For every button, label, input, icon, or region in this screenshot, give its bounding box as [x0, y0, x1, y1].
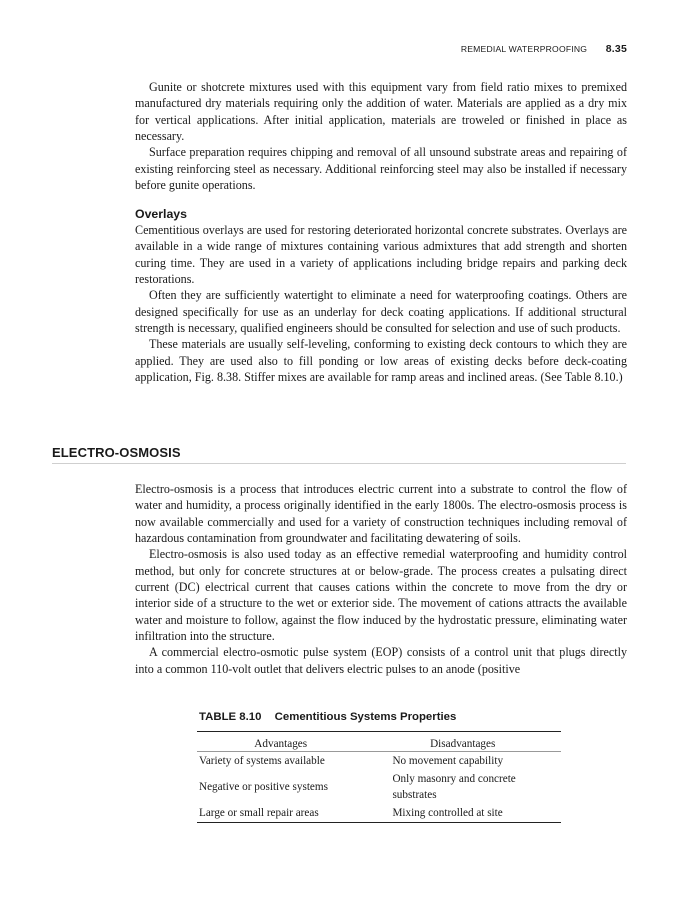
table-cell: No movement capability: [392, 755, 504, 767]
electro-osmosis-body: [135, 481, 627, 677]
table-caption: [199, 711, 456, 723]
paragraph: Electro-osmosis is a process that introduces electric current into a substrate to control the flow of water and humidity, a process originally identified in the early 1800s. The electro-osmosis process is now available commercially and used for a variety of construction techniques including removal of hazardous contamination from groundwater and facilitating dewatering of soils.: [135, 482, 627, 546]
paragraph: A commercial electro-osmotic pulse system (EOP) consists of a control unit that plugs directly into a common 110-volt outlet that delivers electric pulses to an anode (positive: [135, 645, 627, 676]
table-cell: Variety of systems available: [199, 755, 325, 767]
table-header-row: [197, 732, 561, 752]
intro-block: [135, 79, 627, 193]
paragraph: Electro-osmosis is also used today as an effective remedial waterproofing and humidity control method, but only for concrete structures at or below-grade. The process creates a pulsating direct current (DC) electrical current that causes cations within the concrete to move from the dry or interior side of a structure to the wet or exterior side. The movement of cations attracts the available water and moisture to follow, against the flow induced by the hydrostatic pressure, eliminating water infiltration into the structure.: [135, 547, 627, 644]
table-cell: Mixing controlled at site: [364, 804, 561, 823]
cementitious-properties-table: [197, 731, 561, 823]
column-header-disadvantages: Disadvantages: [364, 732, 561, 752]
section-divider: [52, 463, 626, 464]
paragraph: Gunite or shotcrete mixtures used with this equipment vary from field ratio mixes to premixed manufactured dry materials requiring only the addition of water. Materials are applied as a dry mix for vertical applications. After initial application, materials are troweled or finished in place as necessary.: [135, 80, 627, 144]
paragraph: Often they are sufficiently watertight to eliminate a need for waterproofing coatings. Others are designed specifically for use as an underlay for deck coating applications. If additional structural strength is necessary, qualified engineers should be consulted for selection and use of such products.: [135, 288, 627, 336]
section-heading-electro-osmosis: ELECTRO-OSMOSIS: [52, 445, 181, 460]
page-number: 8.35: [605, 43, 627, 55]
overlays-section: [135, 206, 627, 385]
paragraph: These materials are usually self-leveling, conforming to existing deck contours to which they are applied. They are used also to fill ponding or low areas of existing decks before deck-coating application, Fig. 8.38. Stiffer mixes are available for ramp areas and inclined areas. (See Table 8.10.): [135, 337, 627, 385]
table-cell: Negative or positive systems: [199, 781, 328, 793]
paragraph: Cementitious overlays are used for restoring deteriorated horizontal concrete substrates. Overlays are available in a wide range of mixtures containing various admixtures that add strength and shorten curing time. They are used in a variety of applications including bridge repairs and parking deck restorations.: [135, 223, 627, 287]
table-row: [197, 804, 561, 823]
running-head: [461, 43, 627, 55]
table-title: Cementitious Systems Properties: [274, 711, 457, 723]
table-row: [197, 770, 561, 804]
column-header-advantages: Advantages: [197, 732, 364, 752]
overlays-heading: Overlays: [135, 207, 187, 221]
table-number: TABLE 8.10: [199, 711, 262, 723]
running-head-title: REMEDIAL WATERPROOFING: [460, 44, 588, 54]
paragraph: Surface preparation requires chipping and removal of all unsound substrate areas and repairing of existing reinforcing steel as necessary. Additional reinforcing steel may also be installed if necessary before gunite operations.: [135, 145, 627, 193]
table-cell: Large or small repair areas: [197, 804, 364, 823]
table-cell: Only masonry and concrete substrates: [392, 773, 516, 801]
table-row: [197, 752, 561, 771]
